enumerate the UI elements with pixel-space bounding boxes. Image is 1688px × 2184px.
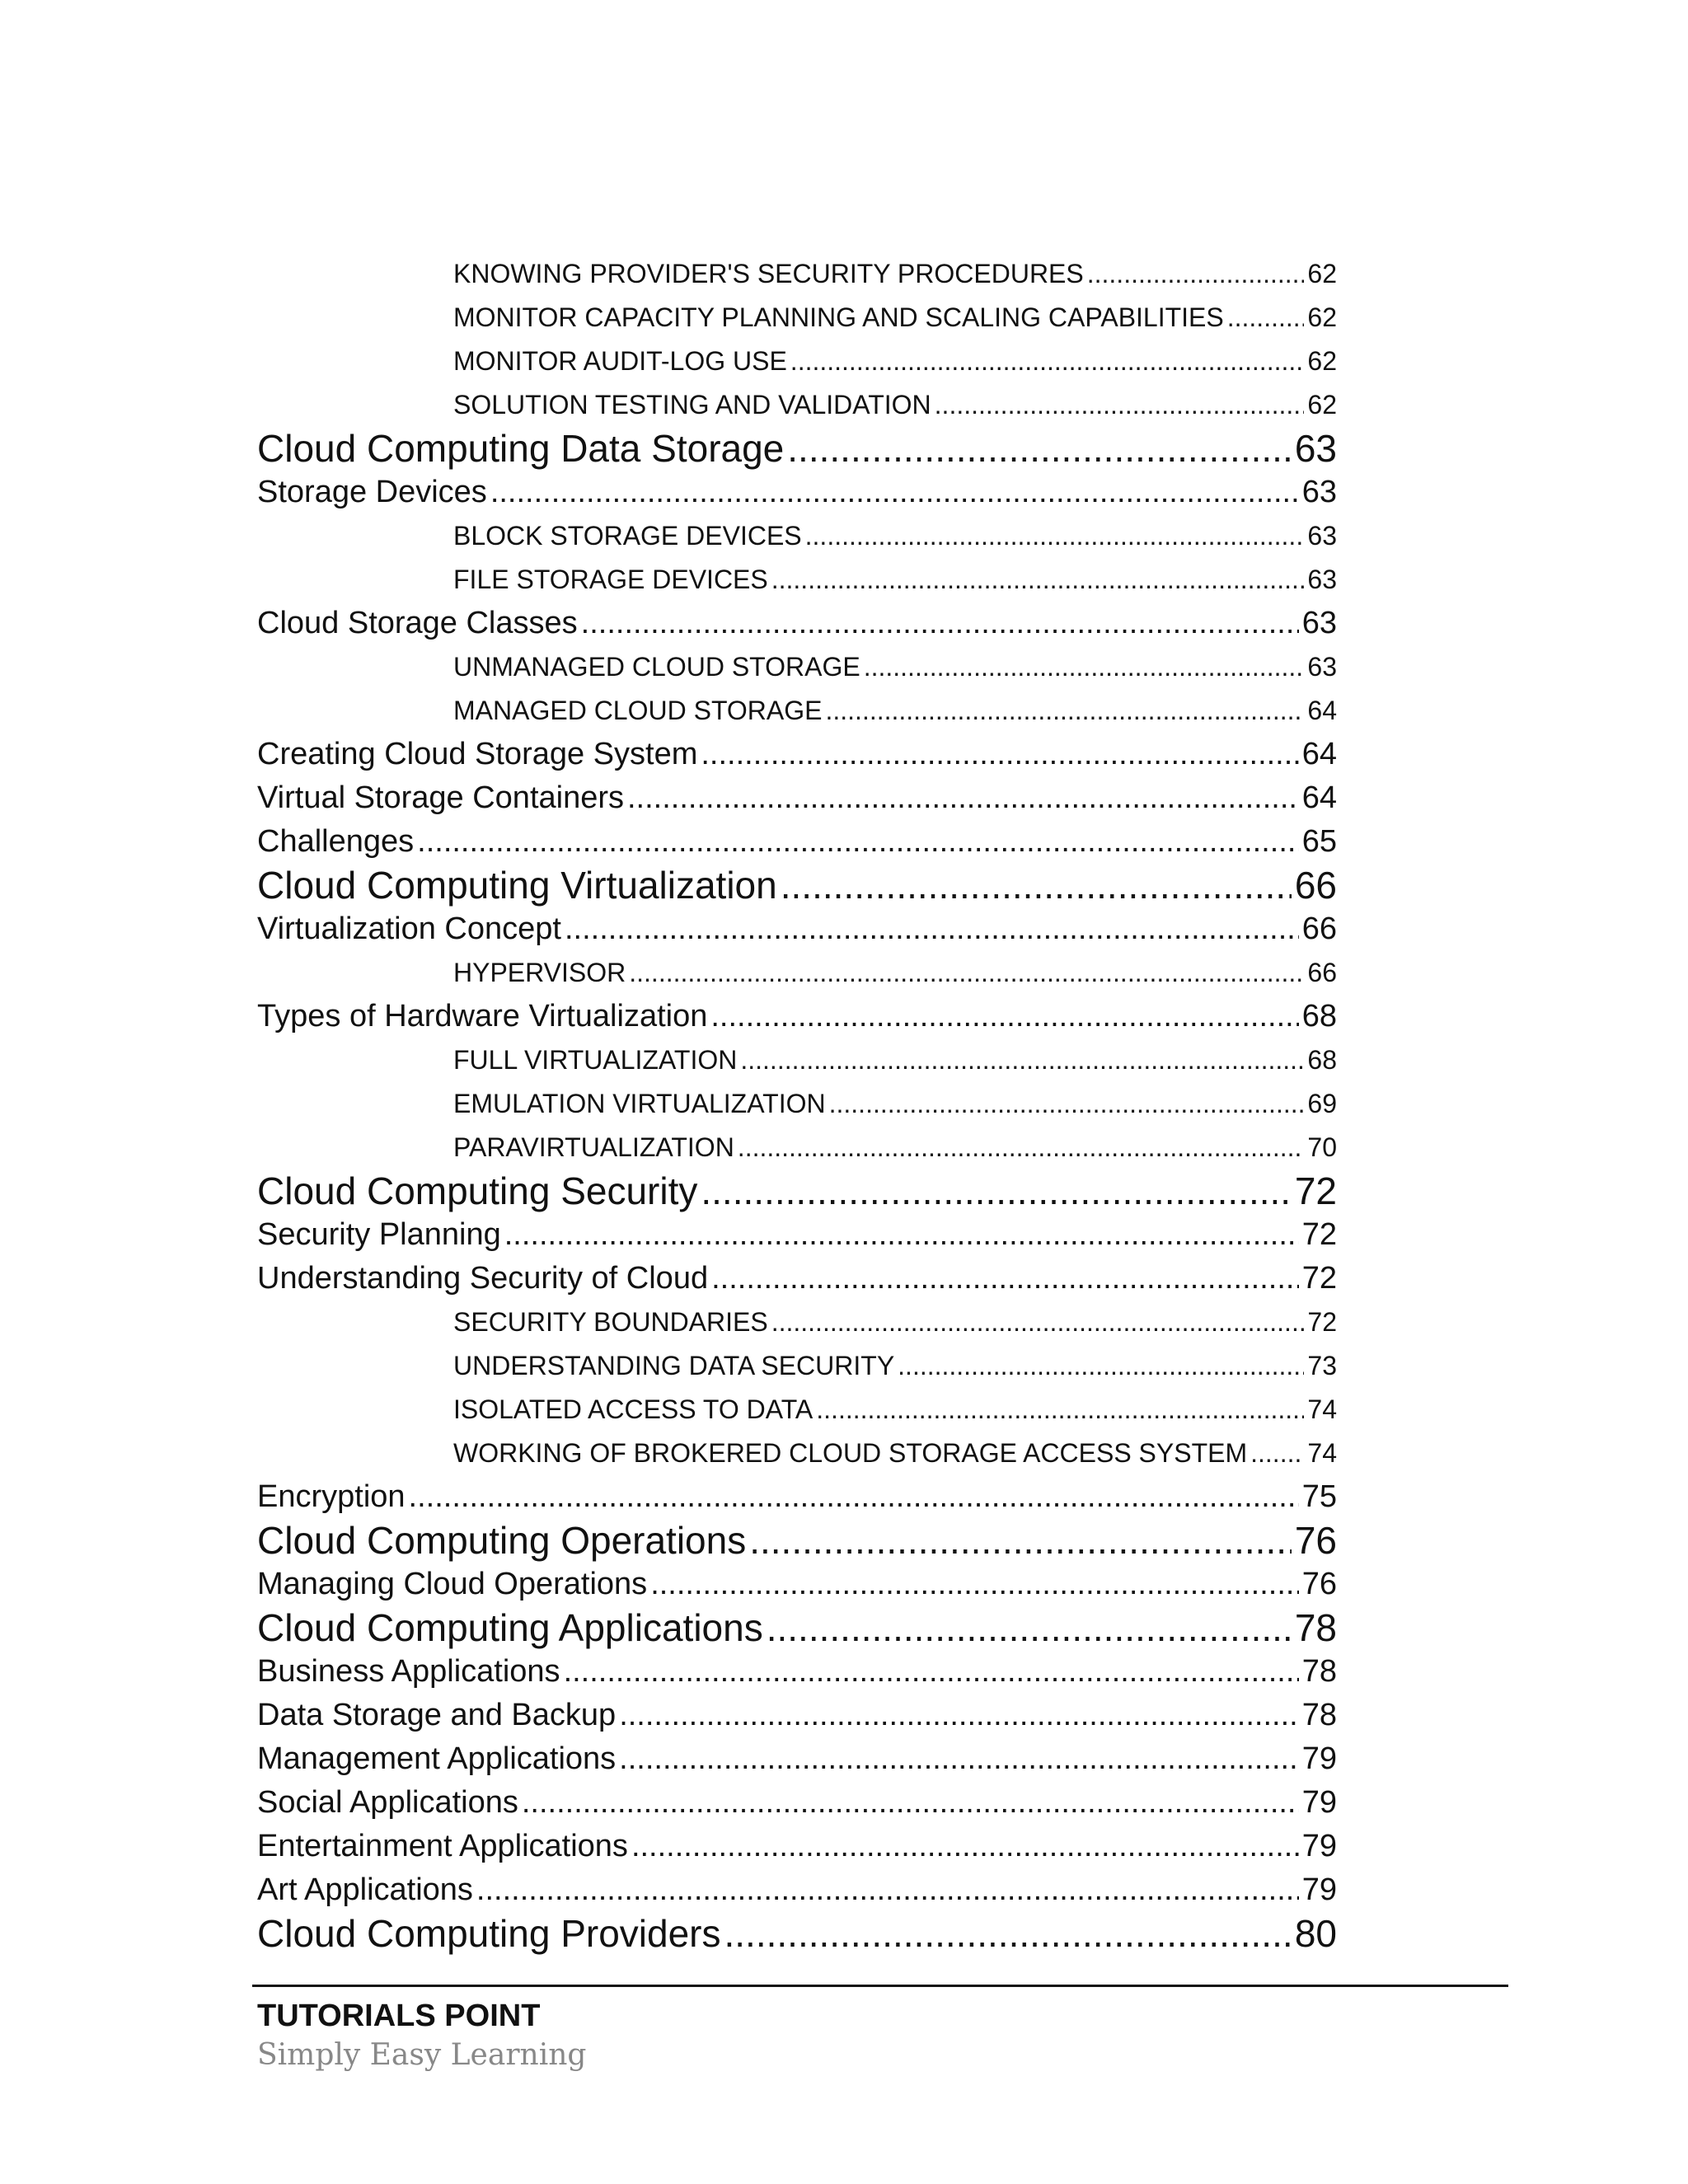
toc-entry-title: Understanding Security of Cloud <box>257 1261 709 1296</box>
toc-entry[interactable] <box>257 296 1337 340</box>
toc-entry[interactable] <box>257 820 1337 864</box>
toc-entry-page: 79 <box>1301 1829 1337 1863</box>
toc-entry[interactable] <box>257 776 1337 820</box>
toc-entry-page: 62 <box>1307 259 1337 288</box>
toc-dot-leader <box>829 1082 1305 1126</box>
toc-entry-page: 62 <box>1307 390 1337 419</box>
toc-entry-title: KNOWING PROVIDER'S SECURITY PROCEDURES <box>453 259 1084 288</box>
toc-entry-title: EMULATION VIRTUALIZATION <box>453 1089 826 1118</box>
toc-entry[interactable] <box>257 864 1337 907</box>
toc-dot-leader <box>864 645 1305 689</box>
toc-entry-title: MONITOR CAPACITY PLANNING AND SCALING CAPABILITIES <box>453 302 1224 332</box>
toc-entry-page: 72 <box>1307 1307 1337 1337</box>
toc-entry-page: 70 <box>1307 1132 1337 1162</box>
toc-entry-title: Social Applications <box>257 1785 518 1820</box>
toc-entry[interactable] <box>257 1781 1337 1825</box>
toc-entry[interactable] <box>257 733 1337 776</box>
toc-entry-title: Cloud Computing Security <box>257 1169 698 1212</box>
toc-entry-title: WORKING OF BROKERED CLOUD STORAGE ACCESS SYSTEM <box>453 1438 1248 1468</box>
toc-entry[interactable] <box>257 1432 1337 1475</box>
toc-entry-title: MONITOR AUDIT-LOG USE <box>453 346 787 376</box>
toc-dot-leader <box>771 558 1305 602</box>
toc-dot-leader <box>631 1825 1299 1868</box>
toc-dot-leader <box>740 1038 1304 1082</box>
toc-entry[interactable] <box>257 1475 1337 1519</box>
toc-entry-title: Data Storage and Backup <box>257 1698 617 1732</box>
toc-entry-title: Security Planning <box>257 1217 501 1252</box>
toc-dot-leader <box>1227 296 1305 340</box>
toc-dot-leader <box>738 1126 1305 1169</box>
toc-entry-page: 78 <box>1301 1654 1337 1689</box>
toc-dot-leader <box>710 995 1298 1038</box>
toc-entry-title: MANAGED CLOUD STORAGE <box>453 696 823 725</box>
toc-dot-leader <box>701 1169 1291 1213</box>
toc-entry-title: Entertainment Applications <box>257 1829 628 1863</box>
toc-dot-leader <box>787 427 1292 471</box>
toc-entry[interactable] <box>257 252 1337 296</box>
toc-dot-leader <box>619 1694 1299 1737</box>
toc-entry[interactable] <box>257 1650 1337 1694</box>
toc-dot-leader <box>629 951 1304 995</box>
toc-entry-page: 62 <box>1307 346 1337 376</box>
toc-entry-page: 72 <box>1294 1169 1337 1212</box>
toc-entry[interactable] <box>257 1344 1337 1388</box>
toc-dot-leader <box>650 1563 1299 1606</box>
toc-entry-page: 63 <box>1307 565 1337 594</box>
toc-entry[interactable] <box>257 340 1337 383</box>
toc-entry-page: 76 <box>1294 1519 1337 1562</box>
toc-entry[interactable] <box>257 1519 1337 1563</box>
toc-entry-title: ISOLATED ACCESS TO DATA <box>453 1394 814 1424</box>
toc-entry-title: Encryption <box>257 1479 406 1514</box>
toc-entry[interactable] <box>257 471 1337 514</box>
toc-dot-leader <box>417 820 1299 864</box>
toc-entry-page: 64 <box>1301 780 1337 815</box>
toc-entry-page: 78 <box>1294 1606 1337 1649</box>
toc-entry[interactable] <box>257 1606 1337 1650</box>
toc-dot-leader <box>701 733 1298 776</box>
toc-entry[interactable] <box>257 1038 1337 1082</box>
toc-entry[interactable] <box>257 1563 1337 1606</box>
toc-dot-leader <box>711 1257 1299 1301</box>
toc-dot-leader <box>476 1868 1299 1912</box>
toc-entry[interactable] <box>257 1868 1337 1912</box>
toc-dot-leader <box>935 383 1305 427</box>
toc-entry[interactable] <box>257 645 1337 689</box>
toc-entry-page: 74 <box>1307 1394 1337 1424</box>
footer-tagline: Simply Easy Learning <box>257 2038 587 2072</box>
toc-entry[interactable] <box>257 1825 1337 1868</box>
toc-entry-page: 63 <box>1301 475 1337 509</box>
toc-entry[interactable] <box>257 602 1337 645</box>
toc-entry[interactable] <box>257 995 1337 1038</box>
toc-dot-leader <box>409 1475 1299 1519</box>
toc-entry-title: Cloud Computing Virtualization <box>257 864 777 907</box>
toc-entry-page: 66 <box>1294 864 1337 907</box>
toc-entry-title: Cloud Computing Applications <box>257 1606 763 1649</box>
toc-entry-title: HYPERVISOR <box>453 958 626 987</box>
toc-entry-page: 65 <box>1301 824 1337 859</box>
toc-dot-leader <box>724 1912 1292 1956</box>
toc-entry-title: Cloud Computing Data Storage <box>257 427 785 470</box>
toc-entry-page: 66 <box>1301 912 1337 946</box>
toc-entry-page: 76 <box>1301 1567 1337 1601</box>
toc-dot-leader <box>565 907 1299 951</box>
toc-entry-page: 64 <box>1301 737 1337 771</box>
footer-brand: TUTORIALS POINT <box>257 1999 541 2033</box>
toc-entry-title: Challenges <box>257 824 415 859</box>
toc-dot-leader <box>619 1737 1299 1781</box>
toc-dot-leader <box>790 340 1305 383</box>
toc-entry-page: 79 <box>1301 1872 1337 1907</box>
toc-entry[interactable] <box>257 514 1337 558</box>
toc-entry[interactable] <box>257 1912 1337 1956</box>
toc-entry-page: 68 <box>1307 1045 1337 1075</box>
toc-entry[interactable] <box>257 1126 1337 1169</box>
toc-entry-page: 79 <box>1301 1785 1337 1820</box>
toc-entry-title: Business Applications <box>257 1654 560 1689</box>
toc-entry-title: Storage Devices <box>257 475 487 509</box>
toc-entry[interactable] <box>257 907 1337 951</box>
toc-entry-page: 73 <box>1307 1351 1337 1380</box>
toc-dot-leader <box>749 1519 1292 1563</box>
toc-entry-title: Virtual Storage Containers <box>257 780 624 815</box>
toc-entry-page: 79 <box>1301 1741 1337 1776</box>
toc-entry[interactable] <box>257 1213 1337 1257</box>
toc-entry-page: 66 <box>1307 958 1337 987</box>
toc-entry-title: Cloud Storage Classes <box>257 606 578 640</box>
toc-dot-leader <box>781 864 1292 907</box>
toc-entry-page: 63 <box>1307 521 1337 551</box>
toc-entry-title: Managing Cloud Operations <box>257 1567 648 1601</box>
toc-entry-page: 78 <box>1301 1698 1337 1732</box>
toc-entry-title: UNDERSTANDING DATA SECURITY <box>453 1351 895 1380</box>
toc-dot-leader <box>771 1301 1305 1344</box>
toc-entry[interactable] <box>257 427 1337 471</box>
toc-entry[interactable] <box>257 558 1337 602</box>
toc-entry-title: Management Applications <box>257 1741 617 1776</box>
toc-entry-page: 63 <box>1307 652 1337 682</box>
toc-entry-title: Creating Cloud Storage System <box>257 737 698 771</box>
toc-entry-page: 75 <box>1301 1479 1337 1514</box>
table-of-contents <box>257 252 1337 1956</box>
toc-entry-page: 69 <box>1307 1089 1337 1118</box>
toc-entry[interactable] <box>257 1301 1337 1344</box>
toc-dot-leader <box>1250 1432 1304 1475</box>
toc-entry[interactable] <box>257 1737 1337 1781</box>
toc-entry[interactable] <box>257 1694 1337 1737</box>
toc-dot-leader <box>898 1344 1304 1388</box>
toc-entry-title: FULL VIRTUALIZATION <box>453 1045 738 1075</box>
toc-entry-title: SOLUTION TESTING AND VALIDATION <box>453 390 931 419</box>
toc-dot-leader <box>490 471 1299 514</box>
toc-entry-page: 62 <box>1307 302 1337 332</box>
toc-entry-title: Art Applications <box>257 1872 473 1907</box>
toc-entry-title: SECURITY BOUNDARIES <box>453 1307 768 1337</box>
toc-dot-leader <box>805 514 1305 558</box>
toc-entry[interactable] <box>257 1388 1337 1432</box>
toc-dot-leader <box>522 1781 1299 1825</box>
toc-dot-leader <box>1087 252 1305 296</box>
toc-entry[interactable] <box>257 689 1337 733</box>
toc-dot-leader <box>581 602 1299 645</box>
toc-entry-title: Virtualization Concept <box>257 912 561 946</box>
toc-dot-leader <box>816 1388 1304 1432</box>
toc-entry-title: PARAVIRTUALIZATION <box>453 1132 734 1162</box>
toc-entry-title: Cloud Computing Providers <box>257 1912 721 1955</box>
toc-entry-title: BLOCK STORAGE DEVICES <box>453 521 802 551</box>
toc-entry-title: UNMANAGED CLOUD STORAGE <box>453 652 860 682</box>
toc-dot-leader <box>627 776 1299 820</box>
toc-entry-title: Cloud Computing Operations <box>257 1519 747 1562</box>
toc-dot-leader <box>504 1213 1299 1257</box>
toc-entry-page: 80 <box>1294 1912 1337 1955</box>
toc-entry-title: Types of Hardware Virtualization <box>257 999 708 1033</box>
toc-entry-page: 74 <box>1307 1438 1337 1468</box>
toc-entry-page: 72 <box>1301 1217 1337 1252</box>
footer-divider <box>252 1985 1508 1987</box>
toc-entry-title: FILE STORAGE DEVICES <box>453 565 768 594</box>
toc-entry[interactable] <box>257 1082 1337 1126</box>
toc-entry-page: 63 <box>1294 427 1337 470</box>
toc-entry[interactable] <box>257 1169 1337 1213</box>
toc-entry[interactable] <box>257 383 1337 427</box>
toc-dot-leader <box>564 1650 1299 1694</box>
toc-entry-page: 63 <box>1301 606 1337 640</box>
toc-entry-page: 64 <box>1307 696 1337 725</box>
toc-dot-leader <box>767 1606 1292 1650</box>
toc-entry[interactable] <box>257 951 1337 995</box>
toc-dot-leader <box>825 689 1304 733</box>
toc-entry[interactable] <box>257 1257 1337 1301</box>
toc-entry-page: 68 <box>1301 999 1337 1033</box>
toc-entry-page: 72 <box>1301 1261 1337 1296</box>
